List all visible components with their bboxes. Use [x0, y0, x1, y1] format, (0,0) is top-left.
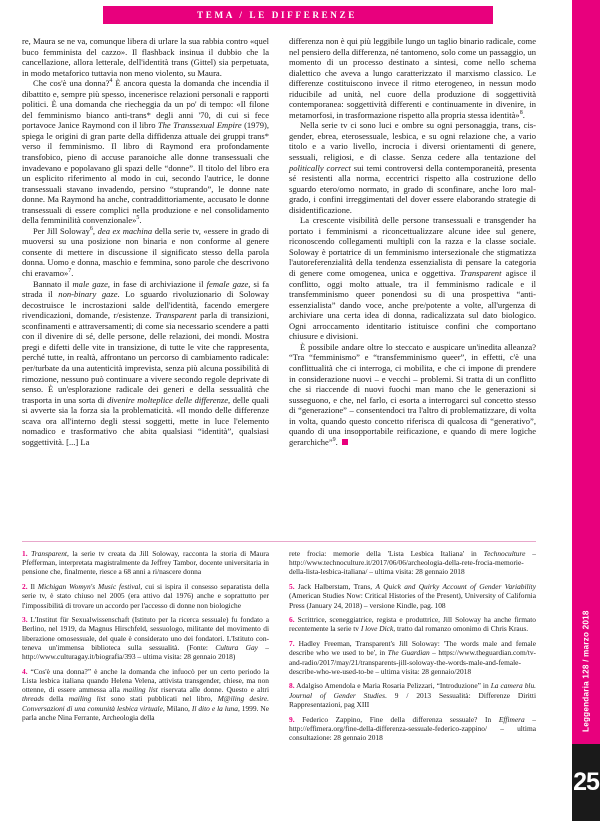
footnote-item: rete frocia: memorie della 'Lista Lesbica Italiana' in Technoculture – http://www.technoculture.it/2017/06/06/archeologia-della-rete-frocia-memorie-della-lista-lesbica-italiana/ – ultima visita: 28 gennaio 2018 — [289, 549, 536, 577]
footnote-item: 2. Il Michigan Womyn's Music festival, cui si ispira il consesso separatista della serie tv, è stato chiuso nel 2005 (era attivo dal 1976) anche e soprattutto per l'impossibilità di trovare un accordo per l'accesso di donne non biologiche — [22, 582, 269, 610]
footnote-number: 1. — [22, 549, 28, 558]
issue-label: Leggendaria 128 / marzo 2018 — [581, 610, 591, 732]
footnote-ref: 9 — [332, 436, 336, 443]
footnote-number: 6. — [289, 615, 295, 625]
article-body — [22, 36, 536, 447]
paragraph: re, Maura se ne va, comunque libera di urlare la sua rabbia contro «quel buco femminista del cazzo». Il flashback insinua il dubbio che la cancellazione, allora letterale, dell'identità trans (Gittel) sia perpetuata, in modo metaforico tuttavia non meno violento, su Maura. — [22, 36, 269, 78]
footnote-number: 3. — [22, 615, 28, 625]
footnote-number: 8. — [289, 681, 295, 691]
paragraph: La crescente visibilità delle persone transessuali e transgender ha portato i femminismi a riconcettualizzare alcune idee sul genere, riconoscendo collegamenti multipli con la razza e la classe sociale. Soloway è portatrice di un femminismo intersezionale che stigmatizza l'autoreferenzialità della tendenza essenzialista di pensare la categoria di genere come omogenea, unica e oggettiva. Transparent agisce il conflitto, oggi molto attuale, tra il femminismo radicale e il transfemminismo queer ponendosi su di una prospettiva “anti-essenzialista” dando voce, anche pre/potente a volte, all'urgenza di archiviare una certa idea di donna, radicalizzata sul dato biologico. Ogni arroccamento identitario istituisce confini che comportano chiusure e divisioni. — [289, 215, 536, 342]
footnotes-column-left — [22, 549, 269, 748]
page-number: 25 — [573, 768, 599, 796]
footnote-item: 3. L'Institut für Sexualwissenschaft (Istituto per la ricerca sessuale) fu fondato a Berlino, nel 1919, da Magnus Hirschfeld, sessuologo, militante del movimento di liberazione omosessuale, del quale è considerato uno dei fondatori. L'Istituto conteneva un'immensa biblioteca sulla sessualità. (Fonte: Cultura Gay – http://www.culturagay.it/biografia/393 – ultima visita: 28 gennaio 2018) — [22, 615, 269, 662]
footnotes-column-right — [289, 549, 536, 748]
issue-label-container — [572, 0, 600, 744]
footnote-item: 6. Scrittrice, sceneggiatrice, regista e produttrice, Jill Soloway ha anche firmato recentemente la serie tv I love Dick, tratto dal romanzo omonimo di Chris Kraus. — [289, 615, 536, 634]
paragraph: Bannato il male gaze, in fase di archiviazione il female gaze, si fa strada il non-binary gaze. Lo sguardo rivoluzionario di Soloway decostruisce le incrostazioni salde dell'identità, facendo emergere rivendicazioni, domande, r/esistenze. Transparent parla di transizioni, sconfinamenti e attraversamenti; di come sia necessario scendere a patti con il divenire di sé, delle persone, delle relazioni, dei mondi. Mostra pregi e difetti delle vite in transizione, di tutte le vite che rappresenta, perché tutte, in realtà, affrontano un percorso di cambiamento radicale: per/turbate da una autenticità imprevista, senza più alcuna possibilità di rimozione, nessuno può continuare a vivere secondo regole deprivate di senso. È un'esplorazione radicale dei generi e della sessualità che trasporta in una sorta di divenire molteplice delle differenze, delle quali si avverte sia la forza sia la problematicità. «Il mondo delle differenze scava ora all'interno degli stessi soggetti, mette in luce l'elemento nomadico e trasformativo che abita qualsiasi “identità”, qualsiasi soggettività. [...] La — [22, 278, 270, 447]
article-column-right — [289, 36, 536, 447]
section-banner — [0, 6, 554, 24]
notes-divider — [22, 541, 536, 542]
footnote-ref: 7 — [68, 268, 72, 275]
footnote-item: 8. Adalgiso Amendola e Maria Rosaria Pelizzari, “Introduzione” in La camera blu. Journal of Gender Studies. 9 / 2013 Sessualità: Differenze Diritti Rappresentazioni, pag XIII — [289, 681, 536, 709]
footnote-item: 7. Hadley Freeman, Transparent's Jill Soloway: 'The words male and female describe who we used to be', in The Guardian – https://www.theguardian.com/tv-and-radio/2017/may/21/transparents-jill-soloway-the-words-male-and-female-describe-who-we-used-to-be – ultima visita: 28 gennaio/2018 — [289, 639, 537, 676]
footnote-number: 4. — [22, 666, 28, 676]
footnote-ref: 4 — [109, 78, 113, 85]
footnote-number: 2. — [22, 582, 28, 592]
footnote-item: 9. Federico Zappino, Fine della differenza sessuale? In Effimera – http://effimera.org/fine-della-differenza-sessuale-federico-zappino/ – ultima consultazione: 28 gennaio 2018 — [289, 714, 537, 742]
footnote-item: 5. Jack Halberstam, Trans, A Quick and Quirky Account of Gender Variability (American Studies Now: Critical Histories of the Present), University of California Press (January 24, 2018) – versione Kindle, pag. 108 — [289, 582, 536, 610]
banner-label: TEMA / LE DIFFERENZE — [197, 10, 357, 20]
paragraph: Per Jill Soloway$^6$, dea ex machina della serie tv, «essere in grado di muoversi su una posizione non binaria e non conforme al genere consente di mettere in discussione il significato stesso della parola donna. Uomo e donna, maschio e femmina, sono parole che descrivono chi eravamo»$^7$. — [22, 225, 270, 279]
footnote-number: 7. — [289, 639, 295, 649]
footnote-number: 5. — [289, 582, 295, 592]
paragraph: Che cos'è una donna?$^4$ È ancora questa la domanda che incendia il dibattito e, sempre più spesso, incenerisce relazioni personali e rapporti politici. È una domanda che riecheggia da un po' di tempo: «Il filone del femminismo bianco anti-trans* degli anni '70, di cui si fece portavoce Janice Raymond con il libro The Transsexual Empire (1979), spiega le origini di gran parte della diffidenza attuale dei gruppi trans* verso il femminismo. Il libro di Raymond era profondamente transfobico, pieno di accuse paranoiche alle donne transessuali che invadevano e popolavano gli spazi delle “donne”. Il titolo del libro era un esplicito riferimento al modo in cui, secondo l'autrice, le donne transessuali stavano invadendo, persino “stuprando”, le donne nate donne. Ma Raymond ha anche, contraddittoriamente, accusato le donne transessuali di essere complici nella produzione e nel consolidamento della femminilità convenzionale»$^5$. — [22, 78, 269, 226]
footnote-item: 4. “Cos'è una donna?” è anche la domanda che infuocò per un certo periodo la Lista lesbica italiana quando Helena Velena, attivista transgender, chiese, ma non ottenne, di essere ammessa alla mailing list riservata alle donne. Questo e altri threads della mailing list sono stati pubblicati nel libro, M@iling desire. Conversazioni di una comunità lesbica virtuale, Milano, Il dito e la luna, 1999. Ne parla anche Nina Ferrante, Archeologia della — [22, 666, 270, 722]
footnote-number: 9. — [289, 714, 295, 724]
paragraph: Nella serie tv ci sono luci e ombre su ogni personaggia, trans, cis-gender, ebrea, eterosessuale, lesbica, e su ogni relazione che, a vario titolo e a vario livello, incrocia i diversi orientamenti di genere, sessuali, religiosi, e di classe. Senza cedere alla tentazione del politically correct sui temi controversi della contemporaneità, presenta sé resistenti alla norma, eccentrici rispetto alla costruzione dello sguardo etero/omo normato, in grado di sconfinare, anche loro malgrado, i confini irreggimentati del dover essere elaborando strategie di disidentificazione. — [289, 120, 537, 215]
footnote-ref: 8 — [519, 109, 523, 116]
footnotes — [22, 549, 536, 748]
footnote-ref: 5 — [136, 215, 140, 222]
article-column-left — [22, 36, 269, 447]
paragraph: differenza non è qui più leggibile lungo un taglio binario radicale, come nel pensiero della differenza, né tantomeno, solo come un passaggio, un momento di un processo destinato a sintesi, come nello schema dialettico che aveva a lungo caratterizzato il marxismo classico. Le differenze costituiscono invece il ritmo eterogeneo, in nessun modo riducibile ad unità, nel cuore della produzione di soggettività contemporanea: soggettività differenti e continuamente in divenire, in metamorfosi, in trasformazione rispetto alla propria stessa identità»$^8$. — [289, 36, 536, 120]
footnote-ref: 6 — [89, 226, 93, 232]
footnote-item: 1. Transparent, la serie tv creata da Jill Soloway, racconta la storia di Maura Pfefferman, interpretata magistralmente da Jeffrey Tambor, docente universitaria in pensione che, finalmente, riesce a 68 anni a ri/nascere donna — [22, 549, 269, 577]
paragraph: È possibile andare oltre lo steccato e auspicare un'inedita alleanza? “Tra “femminismo” e “transfemminismo queer”, in effetti, c'è una conflittualità che ci interroga, ci mobilita, e che ci impone di prendere in considerazione nuovi – e vecchi – problemi. Si tratta di un conflitto che si riaccende di nuovi fuochi man mano che le generazioni si susseguono, e che, nel farlo, ci esorta a interrogarci sul concetto stesso di “generazione” – consentendoci tra l'altro di problematizzare, di volta in volta, quando questo concetto riferisca di qualcosa di “generativo”, quando di una insopportabile reificazione, e quando di mere logiche gerarchiche”$^9$. — [289, 341, 536, 447]
page-sidebar — [554, 0, 600, 821]
end-of-article-mark — [342, 439, 348, 445]
